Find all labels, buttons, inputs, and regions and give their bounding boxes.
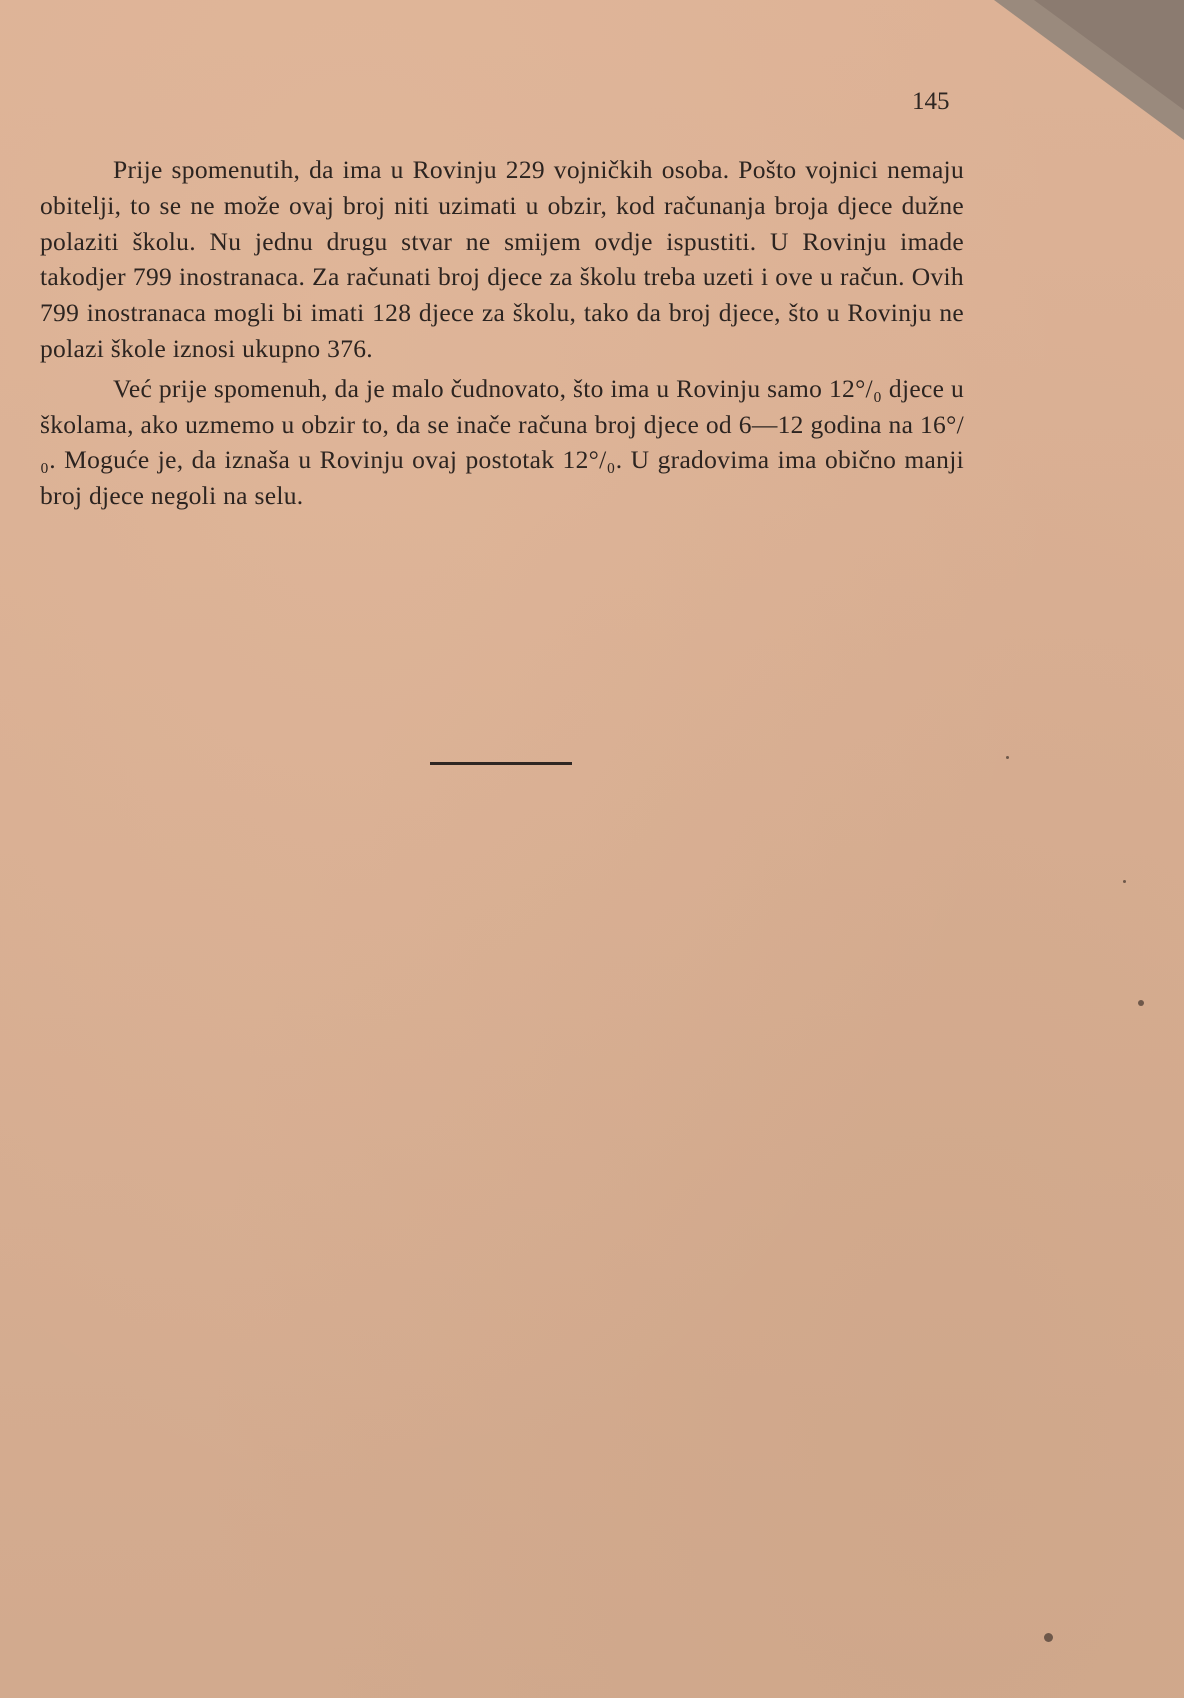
paragraph-1: Prije spomenutih, da ima u Rovinju 229 vojničkih osoba. Pošto vojnici nemaju obitelji, to se ne može ovaj broj niti uzimati u obzir, kod računanja broja djece dužne polaziti školu. Nu jednu drugu stvar ne smijem ovdje ispustiti. U Rovinju imade takodjer 799 inostranaca. Za računati broj djece za školu treba uzeti i ove u račun. Ovih 799 inostranaca mogli bi imati 128 djece za školu, tako da broj djece, što u Rovinju ne polazi škole iznosi ukupno 376. <box>40 155 964 363</box>
paper-speck <box>1044 1633 1053 1642</box>
paragraph-2: Već prije spomenuh, da je malo čudnovato, što ima u Rovinju samo 12°/₀ djece u školama, ako uzmemo u obzir to, da se inače računa broj djece od 6—12 godina na 16°/₀. Moguće je, da iznaša u Rovinju ovaj postotak 12°/₀. U gradovima ima obično manji broj djece negoli na selu. <box>40 373 964 511</box>
paper-speck <box>1138 1000 1144 1006</box>
paper-speck <box>1123 880 1126 883</box>
page-number: 145 <box>912 88 950 115</box>
body-text <box>40 152 964 518</box>
section-end-rule <box>430 762 572 765</box>
paper-speck <box>1006 756 1009 759</box>
folded-corner-shadow <box>1034 0 1184 110</box>
